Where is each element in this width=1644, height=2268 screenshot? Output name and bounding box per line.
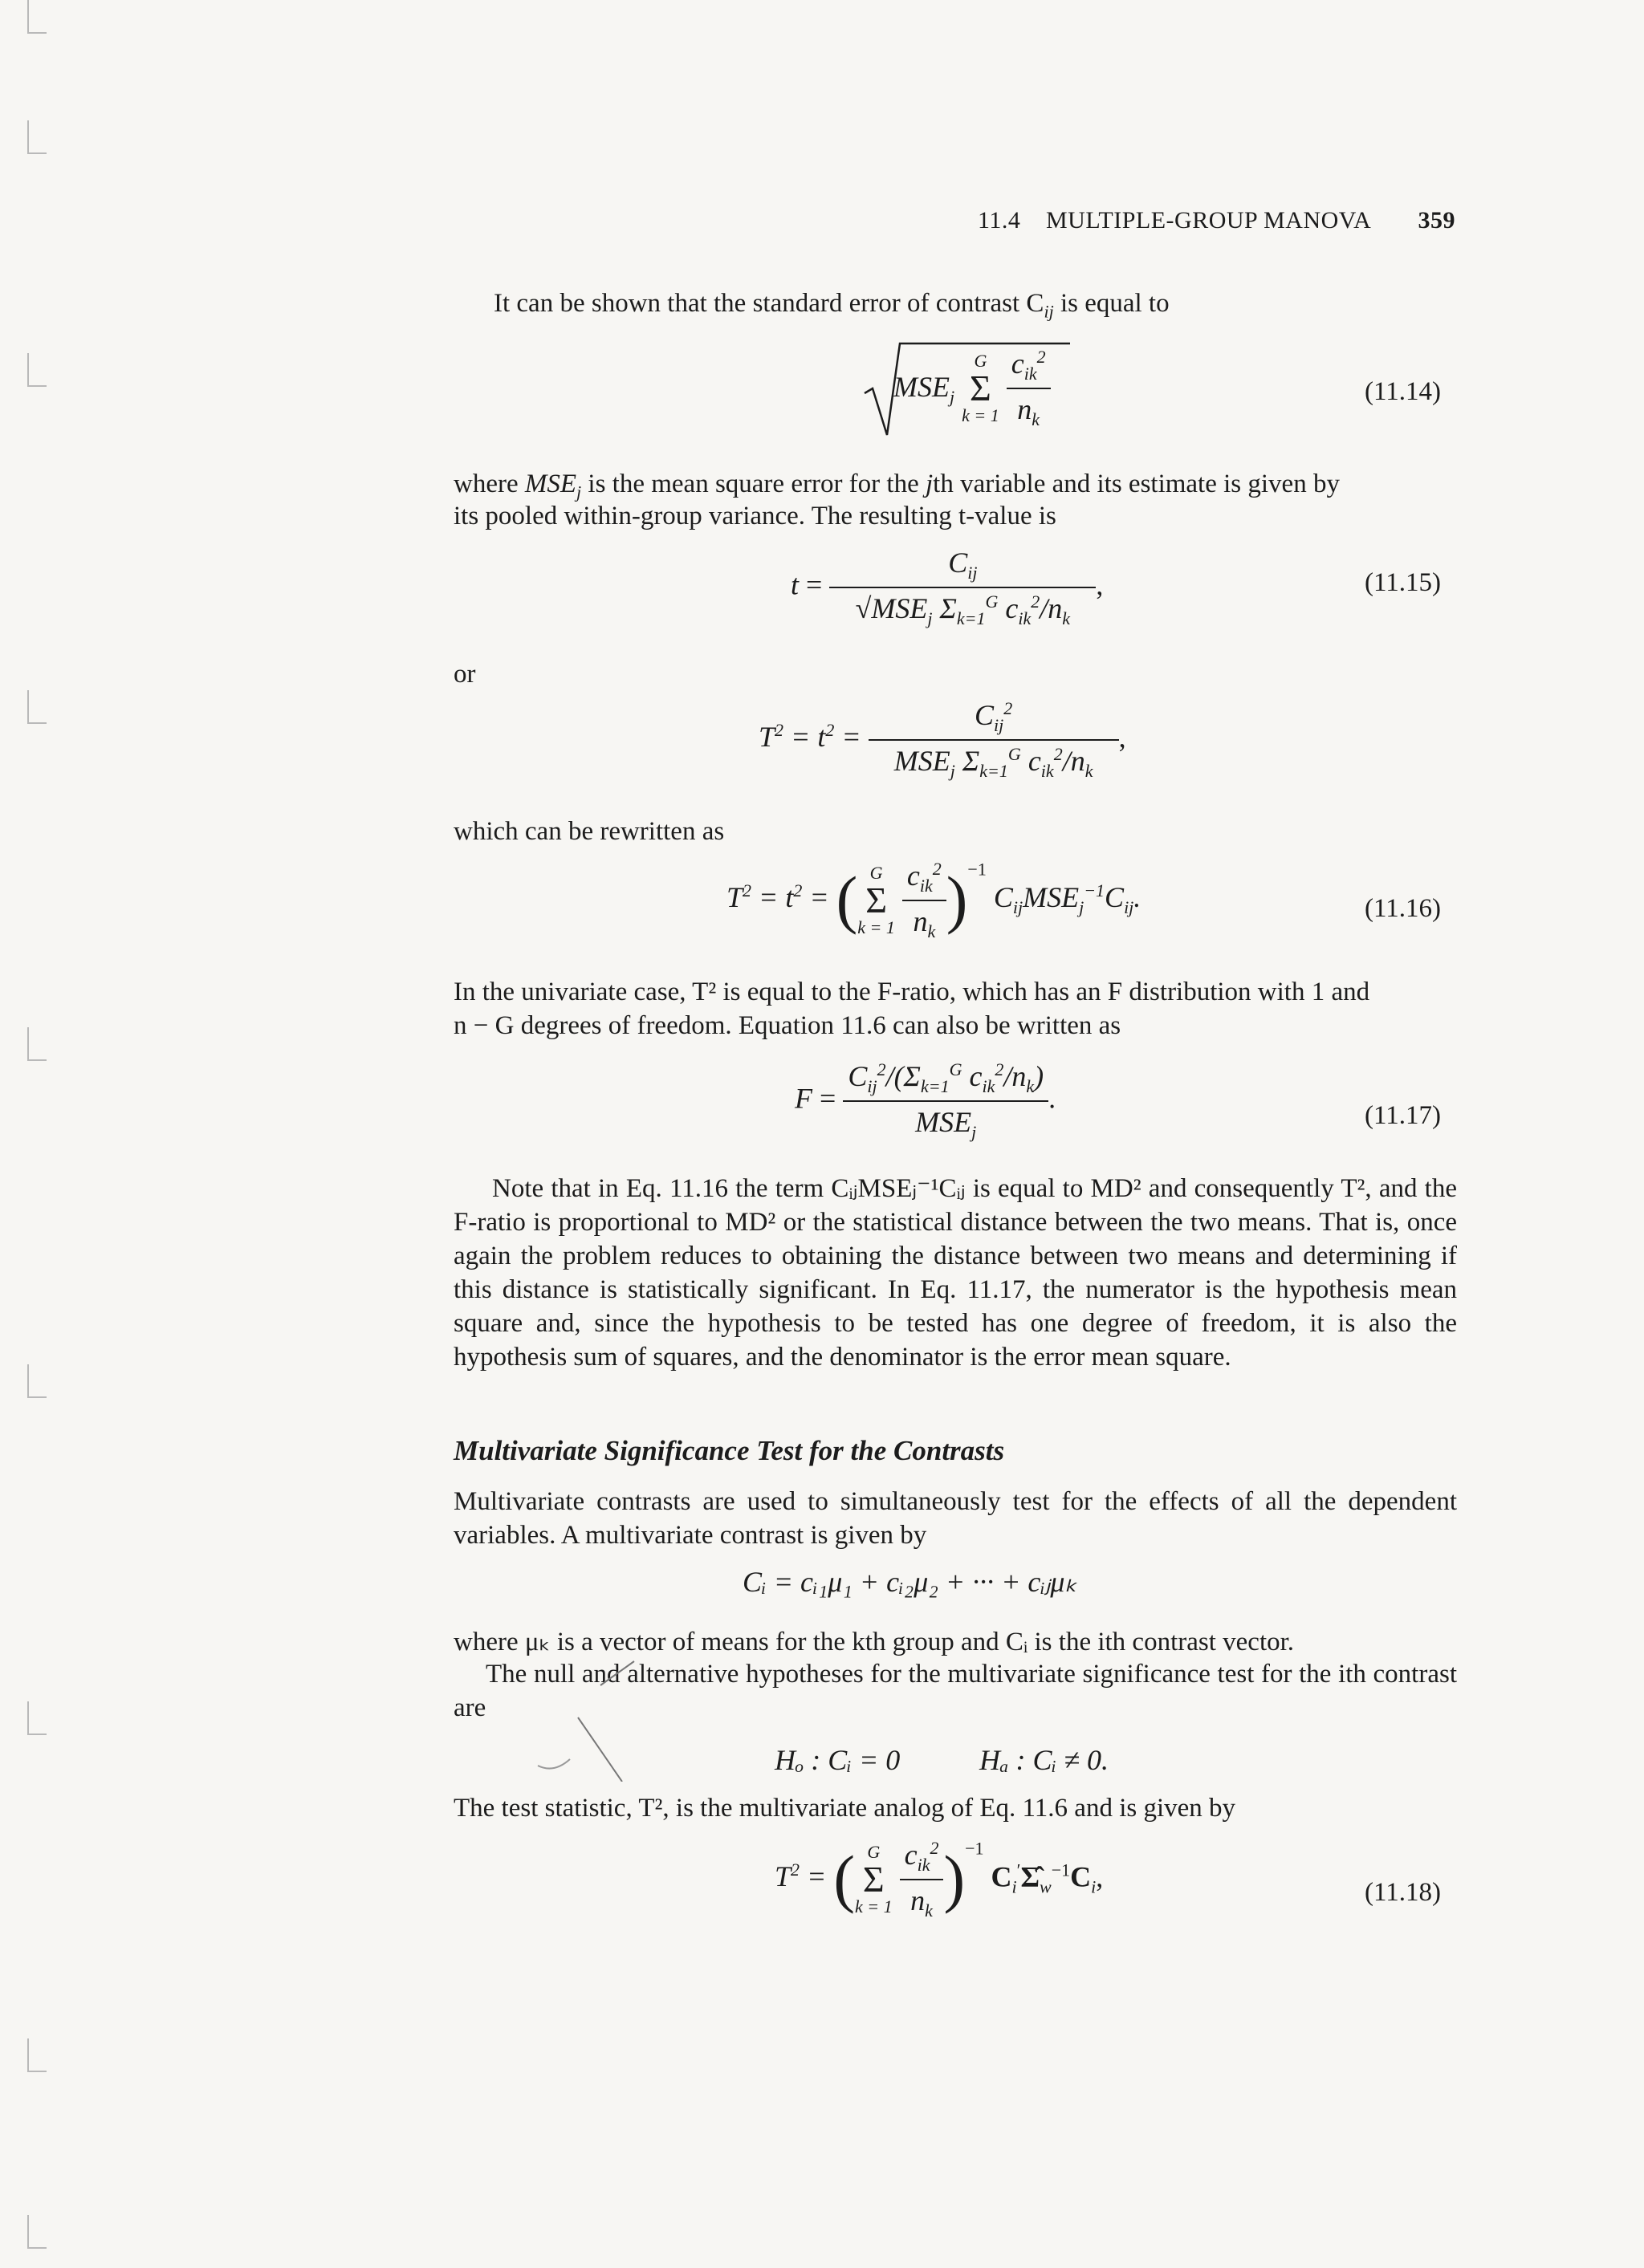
- paragraph-univariate-line2: n − G degrees of freedom. Equation 11.6 can also be written as: [454, 1011, 1121, 1040]
- mse-term: $MSE_j$: [893, 370, 955, 407]
- text-span: i: [1091, 1876, 1097, 1897]
- text-span: $C_{ij}MSE_j^{-1}C_{ij}$.: [993, 880, 1141, 918]
- paragraph-multivariate: Multivariate contrasts are used to simultaneously test for the effects of all the dependent variables. A multivariate contrast is given by: [454, 1487, 1457, 1550]
- text-span: ′: [1016, 1860, 1021, 1880]
- text-span: is the mean square error for the: [581, 469, 926, 498]
- equation-11-15: t = $\frac{C_{ij}}{√MSE_j \Sigma_{k=1}^G c_{ik}^2/n_k}$ ,: [791, 547, 1104, 629]
- text-span: is equal to: [1053, 289, 1170, 318]
- edge-mark: [27, 1027, 47, 1061]
- edge-mark: [27, 353, 47, 387]
- text-span: (: [836, 864, 858, 936]
- edge-mark: [27, 2038, 47, 2072]
- equation-number: (11.15): [1365, 568, 1442, 597]
- text-span: $\frac{c_{ik}^2}{n_k}$: [900, 1838, 944, 1921]
- equation-number: (11.14): [1365, 377, 1442, 406]
- text-span: Σ̂: [1020, 1860, 1040, 1893]
- radicand: [893, 347, 1051, 430]
- equation-contrast: Cᵢ = cᵢ₁μ₁ + cᵢ₂μ₂ + ··· + cᵢⱼμₖ: [743, 1566, 1077, 1598]
- rewritten-connector: which can be rewritten as: [454, 817, 725, 846]
- summation: G Σ k = 1: [962, 351, 999, 426]
- text-span: C: [1070, 1860, 1092, 1893]
- lhs: t: [791, 568, 800, 601]
- equation-null-hypothesis: Hₒ : Cᵢ = 0: [775, 1744, 901, 1776]
- paragraph-note: Note that in Eq. 11.16 the term CᵢⱼMSEⱼ⁻¹Cᵢⱼ is equal to MD² and consequently T², and the F-ratio is proportional to MD² or the statistical distance between the two means. That is, once again the problem reduces to obtaining the distance between two means and determining if this distance is statistically significant. In Eq. 11.17, the numerator is the hypothesis mean square and, since the hypothesis to be tested has one degree of freedom, it is also the hypothesis sum of squares, and the denominator is the error mean square.: [454, 1174, 1457, 1372]
- text-span: w: [1040, 1876, 1052, 1897]
- text-span: $T^2 = t^2$ =: [759, 720, 869, 754]
- binding-edge: [0, 0, 56, 2268]
- edge-mark: [27, 120, 47, 154]
- text-span: ): [946, 864, 968, 936]
- text-span: −1: [1051, 1860, 1071, 1880]
- equation-11-17: F = $\frac{C_{ij}^2/(\Sigma_{k=1}^G c_{ik}^2/n_k)}{MSE_j}$ .: [795, 1059, 1056, 1143]
- fraction: $\frac{c_{ik}^2}{n_k}$: [1007, 347, 1051, 430]
- text-span: th variable and its estimate is given by: [933, 469, 1340, 498]
- edge-mark: [27, 690, 47, 724]
- paragraph-standard-error: [494, 289, 1170, 323]
- math-j: j: [925, 469, 934, 498]
- text-span: F: [795, 1082, 812, 1115]
- paragraph-where-mu: where μₖ is a vector of means for the kth group and Cᵢ is the ith contrast vector.: [454, 1628, 1295, 1656]
- equation-11-16: [726, 859, 1141, 942]
- subsection-heading: Multivariate Significance Test for the Contrasts: [454, 1435, 1005, 1466]
- equation-alt-hypothesis: Hₐ : Cᵢ ≠ 0.: [979, 1744, 1109, 1776]
- equation-t-squared: $T^2 = t^2$ = $\frac{C_{ij}^2}{MSE_j \Sigma_{k=1}^G c_{ik}^2/n_k}$ ,: [759, 698, 1126, 782]
- section-title: MULTIPLE-GROUP MANOVA: [1046, 207, 1372, 234]
- edge-mark: [27, 1364, 47, 1398]
- text-span: $T^2$ =: [775, 1860, 834, 1893]
- paragraph-test-statistic: The test statistic, T², is the multivariate analog of Eq. 11.6 and is given by: [454, 1794, 1236, 1823]
- equation-number: (11.18): [1365, 1878, 1442, 1907]
- page-number: 359: [1418, 207, 1455, 234]
- text-span: C: [991, 1860, 1012, 1893]
- fraction: $\frac{C_{ij}^2}{MSE_j \Sigma_{k=1}^G c_{ik}^2/n_k}$: [869, 698, 1119, 782]
- edge-mark: [27, 2215, 47, 2249]
- or-connector: or: [454, 660, 476, 689]
- paragraph-univariate-line1: In the univariate case, T² is equal to the F-ratio, which has an F distribution with 1 and: [454, 978, 1370, 1006]
- fraction: $\frac{C_{ij}^2/(\Sigma_{k=1}^G c_{ik}^2/n_k)}{MSE_j}$: [843, 1059, 1048, 1143]
- section-number: 11.4: [978, 207, 1021, 234]
- pencil-annotation: [530, 1653, 642, 1782]
- edge-mark: [27, 1701, 47, 1735]
- subscript: j: [576, 482, 582, 502]
- equation-number: (11.17): [1365, 1101, 1442, 1130]
- edge-mark: [27, 0, 47, 34]
- text-span: $T^2 = t^2$ =: [726, 880, 836, 914]
- text-span: $\frac{c_{ik}^2}{n_k}$: [902, 859, 946, 942]
- paragraph-mse: [454, 469, 1457, 503]
- text-span: (: [833, 1843, 855, 1915]
- equation-number: (11.16): [1365, 894, 1442, 923]
- text-span: It can be shown that the standard error of contrast C: [494, 289, 1044, 318]
- text-span: where: [454, 469, 525, 498]
- paragraph-hypotheses: The null and alternative hypotheses for the multivariate significance test for the ith contrast are: [454, 1660, 1457, 1722]
- text-span: i: [1011, 1876, 1017, 1897]
- paragraph-mse-line2: its pooled within-group variance. The resulting t-value is: [454, 502, 1056, 530]
- text-span: −1: [965, 1838, 984, 1859]
- text-span: −1: [967, 859, 987, 880]
- text-span: G Σ k = 1: [854, 1842, 893, 1917]
- text-span: ): [943, 1843, 966, 1915]
- text-span: G Σ k = 1: [857, 863, 895, 938]
- fraction: $\frac{C_{ij}}{√MSE_j \Sigma_{k=1}^G c_{ik}^2/n_k}$: [829, 546, 1096, 629]
- equation-11-18: $T^2$ = ( G Σ k = 1 $\frac{c_{ik}^2}{n_k}$ )$^{-1}$ $C_i'\Sigmâ_w^{-1}C_i$,: [775, 1838, 1104, 1921]
- subscript: ij: [1044, 301, 1054, 322]
- math-mse: MSE: [524, 469, 577, 498]
